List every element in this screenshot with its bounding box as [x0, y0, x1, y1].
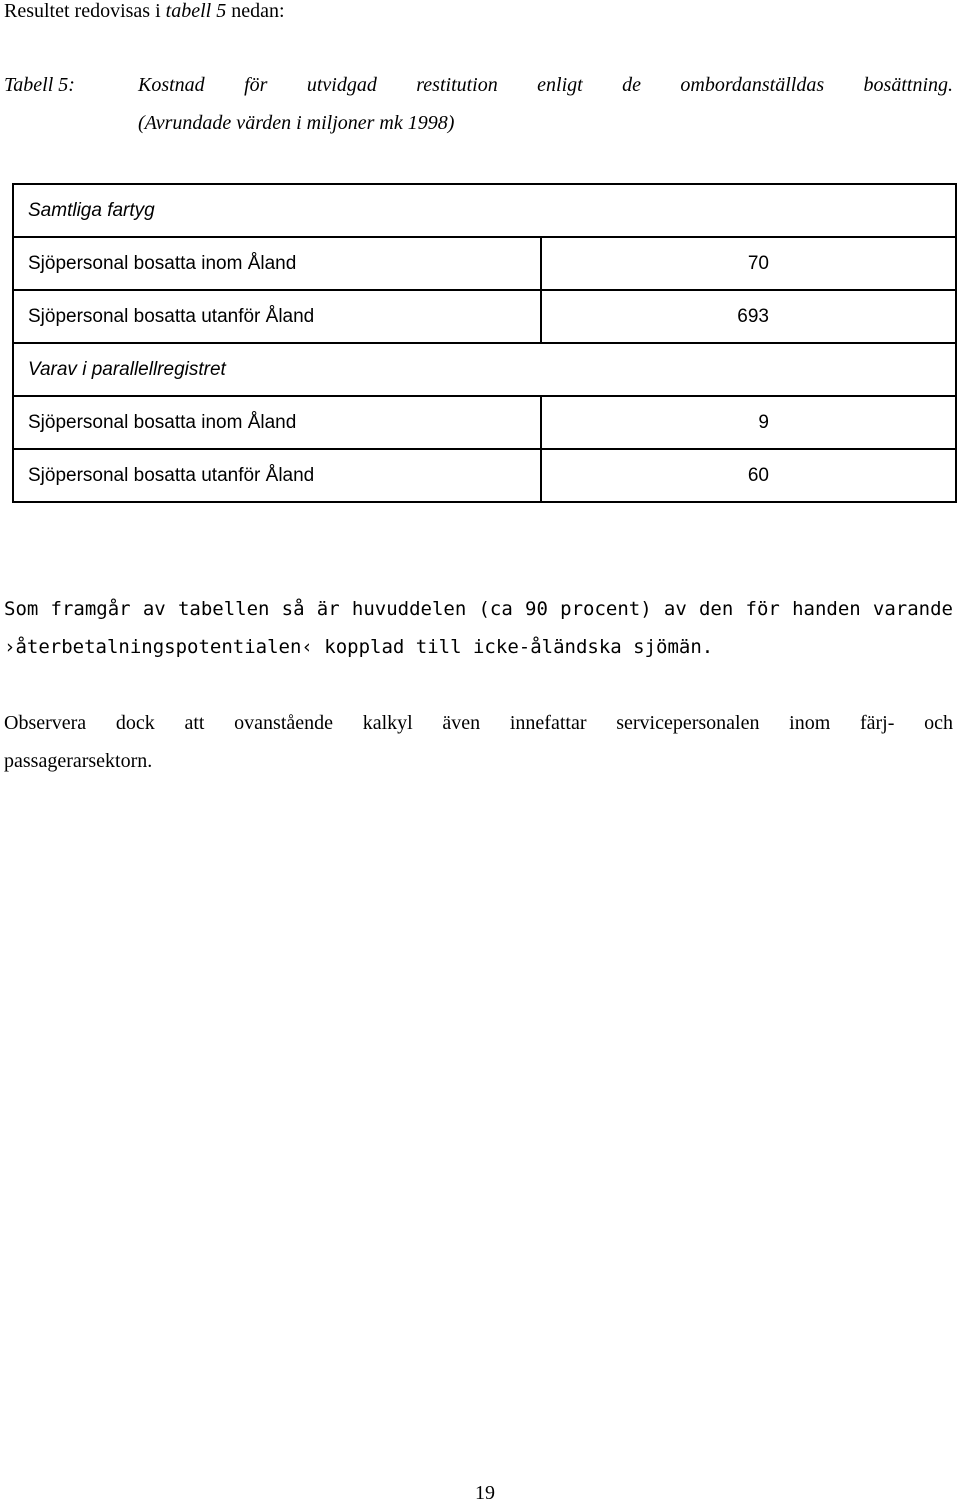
paragraph-line: passagerarsektorn. [4, 750, 153, 772]
table-row-label: Varav i parallellregistret [13, 343, 956, 396]
page-number: 19 [475, 1482, 495, 1504]
table-row-label: Sjöpersonal bosatta utanför Åland [13, 290, 541, 343]
table-caption-label: Tabell 5: [4, 74, 75, 96]
paragraph-observation [4, 704, 953, 780]
table-row-label: Samtliga fartyg [13, 184, 956, 237]
table-row-value: 9 [541, 396, 956, 449]
paragraph-line: ›återbetalningspotentialen‹ kopplad till icke-åländska sjömän. [4, 636, 714, 658]
table-caption-subtitle: (Avrundade värden i miljoner mk 1998) [138, 112, 455, 134]
cost-table-body [13, 184, 956, 502]
paragraph-line: Observera dock att ovanstående kalkyl även innefattar servicepersonalen inom färj- och [4, 712, 953, 734]
paragraph-share-summary [4, 590, 953, 666]
table-row [13, 343, 956, 396]
table-row [13, 184, 956, 237]
table-row [13, 396, 956, 449]
table-row [13, 290, 956, 343]
intro-line [4, 0, 285, 23]
intro-table-reference: tabell 5 [165, 0, 227, 22]
cost-table [12, 183, 957, 503]
table-caption-title: Kostnad för utvidgad restitution enligt de ombordanställdas bosättning. [138, 74, 953, 96]
intro-text-after: nedan: [226, 0, 285, 22]
table-row [13, 449, 956, 502]
table-row [13, 237, 956, 290]
table-row-label: Sjöpersonal bosatta inom Åland [13, 237, 541, 290]
paragraph-line: Som framgår av tabellen så är huvuddelen (ca 90 procent) av den för handen varande [4, 598, 953, 620]
intro-text-before: Resultet redovisas i [4, 0, 166, 22]
table-row-label: Sjöpersonal bosatta inom Åland [13, 396, 541, 449]
table-row-value: 70 [541, 237, 956, 290]
table-row-value: 60 [541, 449, 956, 502]
table-row-label: Sjöpersonal bosatta utanför Åland [13, 449, 541, 502]
table-row-value: 693 [541, 290, 956, 343]
